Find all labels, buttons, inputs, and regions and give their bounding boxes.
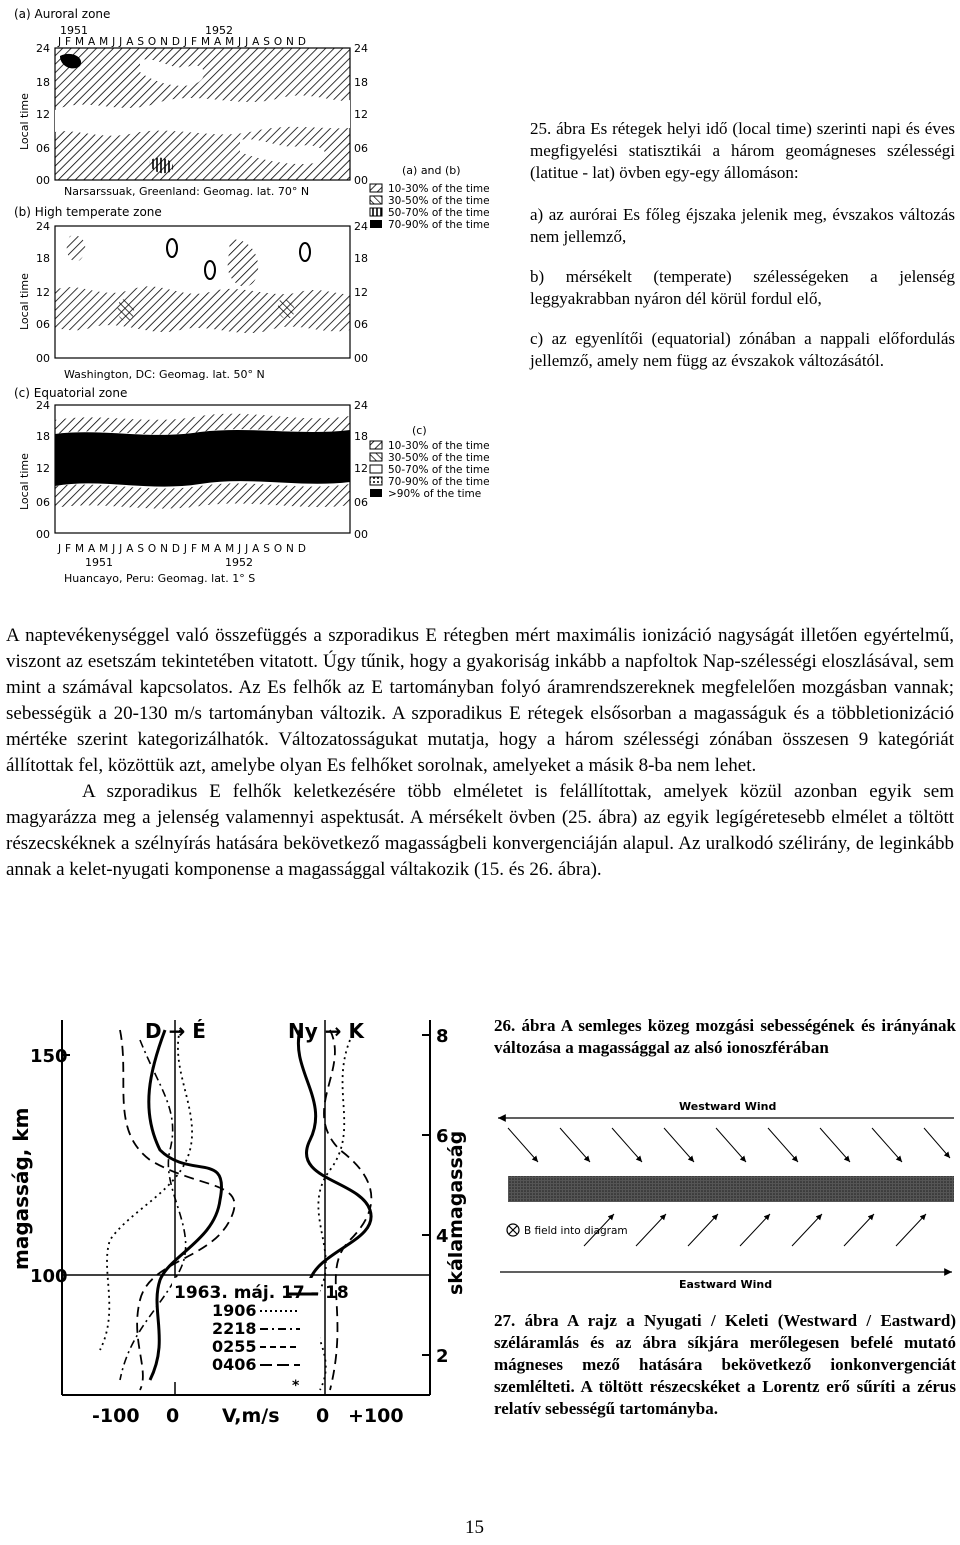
body-text xyxy=(6,623,954,883)
legend-item-1906: 1906 xyxy=(212,1301,257,1320)
c-tick-24: 24 xyxy=(36,399,50,412)
a-rtick-06: 06 xyxy=(354,142,368,155)
x-tick-0-right: 0 xyxy=(316,1405,330,1427)
figure-26-caption: 26. ábra A semleges közeg mozgási sebességének és irányának változása a magassággal az alsó ionoszférában xyxy=(494,1016,956,1057)
a-tick-00: 00 xyxy=(36,174,50,187)
legend-c-swatch-4 xyxy=(370,477,382,485)
c-rtick-00: 00 xyxy=(354,528,368,541)
b-field-into-icon xyxy=(507,1224,519,1236)
x-tick-plus100: +100 xyxy=(348,1405,404,1427)
year-1951-bottom: 1951 xyxy=(85,556,113,569)
figure-27-caption: 27. ábra A rajz a Nyugati / Keleti (Westward / Eastward) széláramlás és az ábra síkjára merőlegesen befelé mutató mágneses mező hatására bekövetkező ionkonvergenciát szemlélteti. A töltött részecskéket a Lorentz erő sűríti a zérus relatív sebességű tartományba. xyxy=(494,1311,956,1418)
caption-intro: 25. ábra Es rétegek helyi idő (local time) szerinti napi és éves megfigyelési statisztikái a három geomágneses szélességi (latitue - lat) övben egy-egy állomáson: xyxy=(530,119,955,182)
legend-c-2: 30-50% of the time xyxy=(388,452,490,464)
months-bottom: J F M A M J J A S O N D J F M A M J J A S O N D xyxy=(58,543,307,555)
c-y-label: Local time xyxy=(18,453,31,510)
x-axis-unit: V,m/s xyxy=(222,1405,280,1427)
westward-label: Westward Wind xyxy=(679,1100,777,1113)
panel-a-plot xyxy=(55,48,350,180)
a-rtick-18: 18 xyxy=(354,76,368,89)
page-number: 15 xyxy=(465,1517,484,1538)
legend-item-0255: 0255 xyxy=(212,1337,257,1356)
legend-title: 1963. máj. 17 – 18 xyxy=(174,1283,349,1303)
figure-27-graphic xyxy=(494,1094,956,1294)
legend-ab-title: (a) and (b) xyxy=(402,164,461,177)
b-tick-00: 00 xyxy=(36,352,50,365)
a-tick-06: 06 xyxy=(36,142,50,155)
r-tick-2: 2 xyxy=(436,1346,449,1367)
legend-ab-4: 70-90% of the time xyxy=(388,219,490,231)
r-tick-4: 4 xyxy=(436,1226,449,1247)
year-1952-bottom: 1952 xyxy=(225,556,253,569)
r-tick-6: 6 xyxy=(436,1126,449,1147)
c-rtick-06: 06 xyxy=(354,496,368,509)
eastward-label: Eastward Wind xyxy=(679,1278,773,1291)
figure-25-graphic xyxy=(0,0,520,590)
y-right-label: skálamagasság xyxy=(445,1130,467,1295)
b-rtick-18: 18 xyxy=(354,252,368,265)
b-rtick-12: 12 xyxy=(354,286,368,299)
c-tick-00: 00 xyxy=(36,528,50,541)
legend-ab-swatch-4 xyxy=(370,220,382,228)
a-tick-24: 24 xyxy=(36,42,50,55)
legend-ab-2: 30-50% of the time xyxy=(388,195,490,207)
legend-c-3: 50-70% of the time xyxy=(388,464,490,476)
station-c: Huancayo, Peru: Geomag. lat. 1° S xyxy=(64,572,256,585)
year-1952-top: 1952 xyxy=(205,24,233,37)
figure-25-caption xyxy=(530,118,955,372)
legend-c-4: 70-90% of the time xyxy=(388,476,490,488)
figure-25 xyxy=(0,0,520,590)
c-tick-12: 12 xyxy=(36,462,50,475)
legend-ab-swatch-1 xyxy=(370,184,382,192)
legend-item-2218: 2218 xyxy=(212,1319,257,1338)
legend-c-swatch-5 xyxy=(370,489,382,497)
figure-26 xyxy=(0,1010,480,1450)
y-tick-150: 150 xyxy=(30,1046,68,1067)
a-rtick-24: 24 xyxy=(354,42,368,55)
r-tick-8: 8 xyxy=(436,1026,449,1047)
b-y-label: Local time xyxy=(18,273,31,330)
panel-b-plot xyxy=(55,226,350,358)
b-rtick-06: 06 xyxy=(354,318,368,331)
caption-item-b: b) mérsékelt (temperate) szélességeken a jelenség leggyakrabban nyáron dél körül fordul elő, xyxy=(530,267,955,308)
label-nyk: Ny → K xyxy=(288,1019,364,1043)
star-marker: * xyxy=(292,1378,300,1394)
caption-item-c: c) az egyenlítői (equatorial) zónában a nappali előfordulás jellemző, amely nem függ az évszakok változásától. xyxy=(530,329,955,370)
x-tick-minus100: -100 xyxy=(92,1405,140,1427)
station-b: Washington, DC: Geomag. lat. 50° N xyxy=(64,368,265,381)
months-top: J F M A M J J A S O N D J F M A M J J A S O N D xyxy=(58,36,307,48)
convergence-band xyxy=(508,1176,954,1202)
legend-c-5: >90% of the time xyxy=(388,488,482,500)
caption-item-a: a) az aurórai Es főleg éjszaka jelenik meg, évszakos változás nem jellemző, xyxy=(530,205,955,246)
b-rtick-24: 24 xyxy=(354,220,368,233)
legend-c-title: (c) xyxy=(412,424,427,437)
legend-ab-swatch-2 xyxy=(370,196,382,204)
a-rtick-12: 12 xyxy=(354,108,368,121)
b-tick-12: 12 xyxy=(36,286,50,299)
b-tick-06: 06 xyxy=(36,318,50,331)
label-de: D → É xyxy=(145,1019,206,1043)
panel-c-plot xyxy=(55,405,350,533)
b-tick-24: 24 xyxy=(36,220,50,233)
b-rtick-00: 00 xyxy=(354,352,368,365)
b-tick-18: 18 xyxy=(36,252,50,265)
figure-27 xyxy=(494,1094,956,1294)
paragraph-2: A szporadikus E felhők keletkezésére több elméletet is felállítottak, amelyek közül azonban egyik sem magyarázza meg a jelenség valamennyi aspektusát. A mérsékelt övben (25. ábra) az egyik legígéretesebb elmélet a töltött részecskéknek a szélnyírás hatására bekövetkező magasságbeli konvergenciáján alapul. Az uralkodó szélirány, de leginkább annak a kelet-nyugati komponense a magassággal váltakozik (15. és 26. ábra). xyxy=(6,781,954,880)
c-tick-06: 06 xyxy=(36,496,50,509)
legend-ab-1: 10-30% of the time xyxy=(388,183,490,195)
a-y-label: Local time xyxy=(18,93,31,150)
y-left-label: magasság, km xyxy=(9,1107,33,1270)
legend-item-0406: 0406 xyxy=(212,1355,257,1374)
paragraph-1: A naptevékenységgel való összefüggés a szporadikus E rétegben mért maximális ionizáció nagyságát illetően egyértelmű, viszont az esetszám tekintetében vitatott. Úgy tűnik, hogy a gyakoriság inkább a napfoltok Nap-szélességi eloszlásával, sem mint a számával kapcsolatos. Az Es felhők az E tartományban folyó áramrendszereknek megfelelően mozgásban vannak; sebességük a 20-130 m/s tartományban változik. A szporadikus E rétegek elsősorban a magasságuk és a többletionizáció mértéke szerint kategorizálhatók. Változatosságukat mutatja, hogy a három szélességi zónában összesen 9 kategóriát állítottak fel, közöttük azt, amelybe olyan Es felhőket sorolnak, amelyeket a másik 8-ba nem lehet. xyxy=(6,625,954,776)
x-tick-0-left: 0 xyxy=(166,1405,180,1427)
a-tick-18: 18 xyxy=(36,76,50,89)
legend-ab-3: 50-70% of the time xyxy=(388,207,490,219)
c-tick-18: 18 xyxy=(36,430,50,443)
panel-c-label: (c) Equatorial zone xyxy=(14,386,128,400)
legend-c-swatch-3 xyxy=(370,465,382,473)
y-tick-100: 100 xyxy=(30,1266,68,1287)
c-rtick-12: 12 xyxy=(354,462,368,475)
legend-c-swatch-2 xyxy=(370,453,382,461)
year-1951-top: 1951 xyxy=(60,24,88,37)
c-rtick-18: 18 xyxy=(354,430,368,443)
legend-c-1: 10-30% of the time xyxy=(388,440,490,452)
profile-nyk-dash xyxy=(324,1030,371,1390)
b-field-label: B field into diagram xyxy=(524,1225,628,1237)
panel-a-label: (a) Auroral zone xyxy=(14,7,111,21)
a-rtick-00: 00 xyxy=(354,174,368,187)
station-a: Narsarssuak, Greenland: Geomag. lat. 70° N xyxy=(64,185,310,198)
legend-c-swatch-1 xyxy=(370,441,382,449)
a-tick-12: 12 xyxy=(36,108,50,121)
panel-b-label: (b) High temperate zone xyxy=(14,205,162,219)
figure-26-graphic xyxy=(0,1010,480,1450)
legend-ab-swatch-3 xyxy=(370,208,382,216)
c-rtick-24: 24 xyxy=(354,399,368,412)
